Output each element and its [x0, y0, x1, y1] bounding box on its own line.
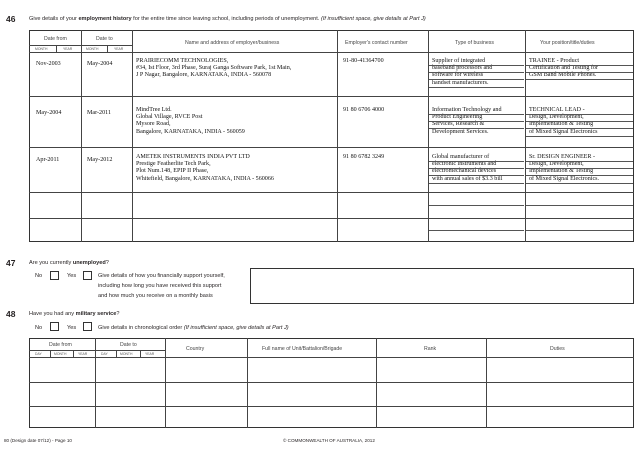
q47-yes-label: Yes	[67, 273, 77, 279]
line	[526, 121, 633, 122]
q48-no-checkbox[interactable]	[50, 322, 59, 331]
line	[526, 79, 633, 80]
header-month: MONTH	[35, 47, 48, 51]
q47-details-field[interactable]	[250, 268, 634, 304]
question-48-text: Have you had any military service?	[29, 311, 120, 317]
sub-col-line	[73, 350, 74, 357]
line	[429, 183, 524, 184]
line	[526, 161, 633, 162]
mil-header-month: MONTH	[54, 352, 67, 356]
mil-header-duties: Duties	[550, 346, 565, 352]
mil-header-unit: Full name of Unit/Battalion/Brigade	[262, 346, 343, 352]
header-date-from: Date from	[44, 36, 67, 42]
question-47-number: 47	[6, 258, 16, 268]
sub-col-line	[140, 350, 141, 357]
footer-copyright: © COMMONWEALTH OF AUSTRALIA, 2012	[283, 438, 375, 443]
col-line	[132, 30, 133, 242]
header-contact: Employer's contact number	[345, 40, 408, 46]
employment-header-divider	[29, 52, 634, 53]
line	[526, 72, 633, 73]
q48-instruction: Give details in chronological order (If insufficient space, give details at Part J)	[98, 325, 289, 331]
row2-position: TECHNICAL LEAD - Design, Development, Implementation & Testing of Mixed Signal Electronics	[529, 107, 598, 135]
line	[429, 114, 524, 115]
row2-date-to: Mar-2011	[87, 110, 112, 116]
line	[429, 205, 524, 206]
row2-contact: 91 80 6706 4000	[343, 107, 385, 113]
sub-col-line	[107, 45, 108, 52]
mil-header-month: MONTH	[120, 352, 133, 356]
row3-date-from: Apr-2011	[36, 157, 60, 163]
sub-col-line	[116, 350, 117, 357]
header-year: YEAR	[63, 47, 73, 51]
row1-business: Supplier of integrated baseband processors and software for wireless handset manufacturers.	[432, 58, 493, 86]
military-header-divider	[29, 357, 634, 358]
line	[429, 161, 524, 162]
sub-col-line	[56, 45, 57, 52]
row3-contact: 91 80 6782 3249	[343, 154, 385, 160]
row3-date-to: May-2012	[87, 157, 113, 163]
mil-header-year: YEAR	[78, 352, 88, 356]
header-position: Your position/title/duties	[540, 40, 595, 46]
row-divider	[29, 382, 634, 383]
row3-business: Global manufacturer of electronic instruments and electromechanical devices with annual sales of $3.3 bill	[432, 154, 503, 182]
q47-yes-checkbox[interactable]	[83, 271, 92, 280]
line	[429, 230, 524, 231]
col-line	[486, 338, 487, 428]
sub-col-line	[50, 350, 51, 357]
row2-business: Information Technology and Product Engineering Services, Research & Development Services.	[432, 107, 502, 135]
mil-header-rank: Rank	[424, 346, 437, 352]
line	[526, 205, 633, 206]
mil-header-day: DAY	[101, 352, 108, 356]
question-47-text: Are you currently unemployed?	[29, 260, 109, 266]
line	[526, 183, 633, 184]
row2-date-from: May-2004	[36, 110, 62, 116]
q47-no-label: No	[35, 273, 43, 279]
line	[429, 128, 524, 129]
col-line	[165, 338, 166, 428]
row1-position: TRAINEE - Product Certification and Testing for GSM Band Mobile Phones.	[529, 58, 599, 79]
question-46-text: Give details of your employment history for the entire time since leaving school, including periods of unemployment. (If insufficient space, give details at Part J)	[29, 16, 426, 22]
line	[429, 168, 524, 169]
line	[526, 65, 633, 66]
line	[526, 114, 633, 115]
row1-employer: PRAIRIECOMM TECHNOLOGIES, #34, Ist Floor, 3rd Phase, Suraj Ganga Software Park, 1st Main, J P Nagar, Bangalore, KARNATAKA, INDIA - 560078	[136, 58, 292, 79]
header-date-to: Date to	[96, 36, 113, 42]
line	[429, 87, 524, 88]
mil-header-country: Country	[186, 346, 205, 352]
question-48-number: 48	[6, 309, 16, 319]
line	[429, 121, 524, 122]
line	[526, 128, 633, 129]
header-year: YEAR	[114, 47, 124, 51]
header-employer: Name and address of employer/business	[185, 40, 280, 46]
row3-employer: AMETEK INSTRUMENTS INDIA PVT LTD Prestige Featherlite Tech Park, Plot Num.148, EPIP II Phase, Whitefield, Bangalore, KARNATAKA, INDIA - 560066	[136, 154, 274, 182]
line	[429, 175, 524, 176]
col-line	[81, 30, 82, 242]
footer-page-info: 80 (Design date 07/12) - Page 10	[4, 438, 72, 443]
col-line	[376, 338, 377, 428]
line	[429, 79, 524, 80]
mil-header-date-to: Date to	[120, 342, 137, 348]
row-divider	[29, 406, 634, 407]
col-line	[95, 338, 96, 428]
q47-instruction: Give details of how you financially support yourself, including how long you have received this support and how much you receive on a monthly basis	[98, 273, 225, 299]
header-business-type: Type of business	[455, 40, 494, 46]
q48-yes-label: Yes	[67, 325, 77, 331]
row-divider	[29, 218, 634, 219]
q48-no-label: No	[35, 325, 43, 331]
question-46-number: 46	[6, 14, 16, 24]
col-line	[428, 30, 429, 242]
row-divider	[29, 96, 634, 97]
line	[526, 230, 633, 231]
mil-header-day: DAY	[35, 352, 42, 356]
mil-header-year: YEAR	[145, 352, 155, 356]
line	[526, 168, 633, 169]
line	[429, 72, 524, 73]
row2-employer: MindTree Ltd. Global Village, RVCE Post Mysore Road, Bangalore, KARNATAKA, INDIA - 560059	[136, 107, 245, 135]
q47-no-checkbox[interactable]	[50, 271, 59, 280]
row3-position: Sr. DESIGN ENGINEER - Design, Development, Implementation & Testing of Mixed Signal Electronics.	[529, 154, 600, 182]
col-line	[247, 338, 248, 428]
row1-date-from: Nov-2003	[36, 61, 61, 67]
col-line	[337, 30, 338, 242]
header-month: MONTH	[86, 47, 99, 51]
q48-yes-checkbox[interactable]	[83, 322, 92, 331]
row1-contact: 91-80-41364700	[343, 58, 384, 64]
row1-date-to: May-2004	[87, 61, 113, 67]
mil-header-date-from: Date from	[49, 342, 72, 348]
line	[526, 175, 633, 176]
row-divider	[29, 147, 634, 148]
line	[429, 65, 524, 66]
line	[526, 136, 633, 137]
row-divider	[29, 192, 634, 193]
